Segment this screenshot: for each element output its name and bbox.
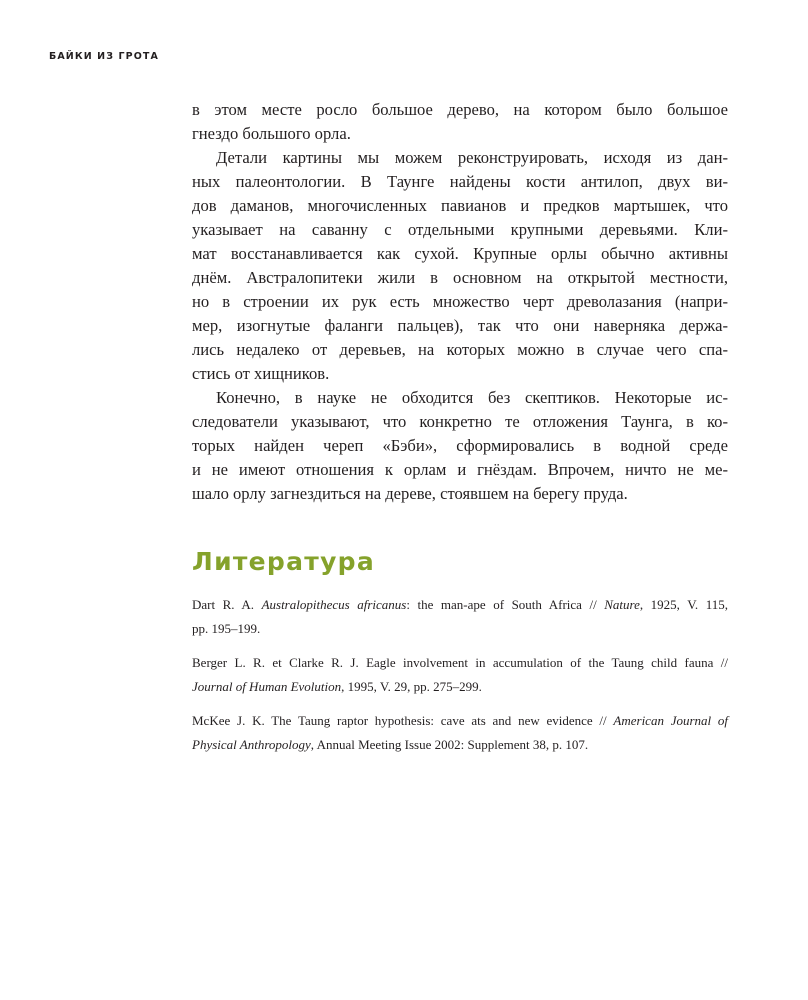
text-line: Конечно, в науке не обходится без скептиков. Некоторые ис-	[216, 388, 728, 407]
text-line: стись от хищников.	[192, 364, 330, 383]
reference-text: Dart R. A.	[192, 597, 262, 612]
reference-italic-text: Nature	[604, 597, 640, 612]
reference-line	[192, 593, 728, 617]
reference-item	[192, 593, 728, 640]
reference-text: pp. 195–199.	[192, 620, 261, 636]
text-line: гнездо большого орла.	[192, 124, 351, 143]
text-line: торых найден череп «Бэби», сформировались в водной среде	[192, 436, 728, 455]
reference-item	[192, 651, 728, 698]
paragraph	[192, 146, 728, 386]
reference-line	[192, 651, 728, 675]
text-line: ных палеонтологии. В Таунге найдены кости антилоп, двух ви-	[192, 172, 728, 191]
reference-text: , Annual Meeting Issue 2002: Supplement 38, p. 107.	[310, 736, 589, 752]
text-line: днём. Австралопитеки жили в основном на открытой местности,	[192, 268, 728, 287]
running-title: БАЙКИ ИЗ ГРОТА	[49, 51, 159, 62]
reference-text: McKee J. K. The Taung raptor hypothesis: cave ats and new evidence //	[192, 713, 614, 728]
reference-text: : the man-ape of South Africa //	[406, 597, 605, 612]
reference-text: , 1995, V. 29, pp. 275–299.	[341, 678, 482, 694]
reference-line	[192, 675, 728, 699]
paragraph	[192, 386, 728, 506]
reference-line	[192, 617, 728, 641]
reference-italic-text: American Journal of	[613, 713, 729, 728]
text-line: мер, изогнутые фаланги пальцев), так что они наверняка держа-	[192, 316, 728, 335]
reference-line	[192, 709, 728, 733]
paragraph	[192, 98, 728, 146]
text-line: и не имеют отношения к орлам и гнёздам. Впрочем, ничто не ме-	[192, 460, 728, 479]
text-line: мат восстанавливается как сухой. Крупные орлы обычно активны	[192, 244, 728, 263]
text-line: следователи указывают, что конкретно те отложения Таунга, в ко-	[192, 412, 728, 431]
text-line: указывает на саванну с отдельными крупными деревьями. Кли-	[192, 220, 728, 239]
reference-text: Berger L. R. et Clarke R. J. Eagle involvement in accumulation of the Taung child fauna //	[192, 655, 728, 670]
section-heading: Литература	[192, 547, 376, 576]
text-line: дов даманов, многочисленных павианов и предков мартышек, что	[192, 196, 728, 215]
reference-item	[192, 709, 728, 756]
text-line: но в строении их рук есть множество черт древолазания (напри-	[192, 292, 728, 311]
text-line: шало орлу загнездиться на дереве, стоявшем на берегу пруда.	[192, 484, 628, 503]
body-text	[192, 98, 728, 506]
text-line: в этом месте росло большое дерево, на котором было большое	[192, 100, 728, 119]
reference-italic-text: Australopithecus africanus	[261, 597, 407, 612]
text-line: лись недалеко от деревьев, на которых можно в случае чего спа-	[192, 340, 728, 359]
text-line: Детали картины мы можем реконструировать, исходя из дан-	[216, 148, 728, 167]
references-list	[192, 593, 728, 767]
reference-line	[192, 733, 728, 757]
reference-italic-text: Physical Anthropology	[192, 736, 311, 752]
reference-text: , 1925, V. 115,	[639, 597, 728, 612]
reference-italic-text: Journal of Human Evolution	[192, 678, 342, 694]
